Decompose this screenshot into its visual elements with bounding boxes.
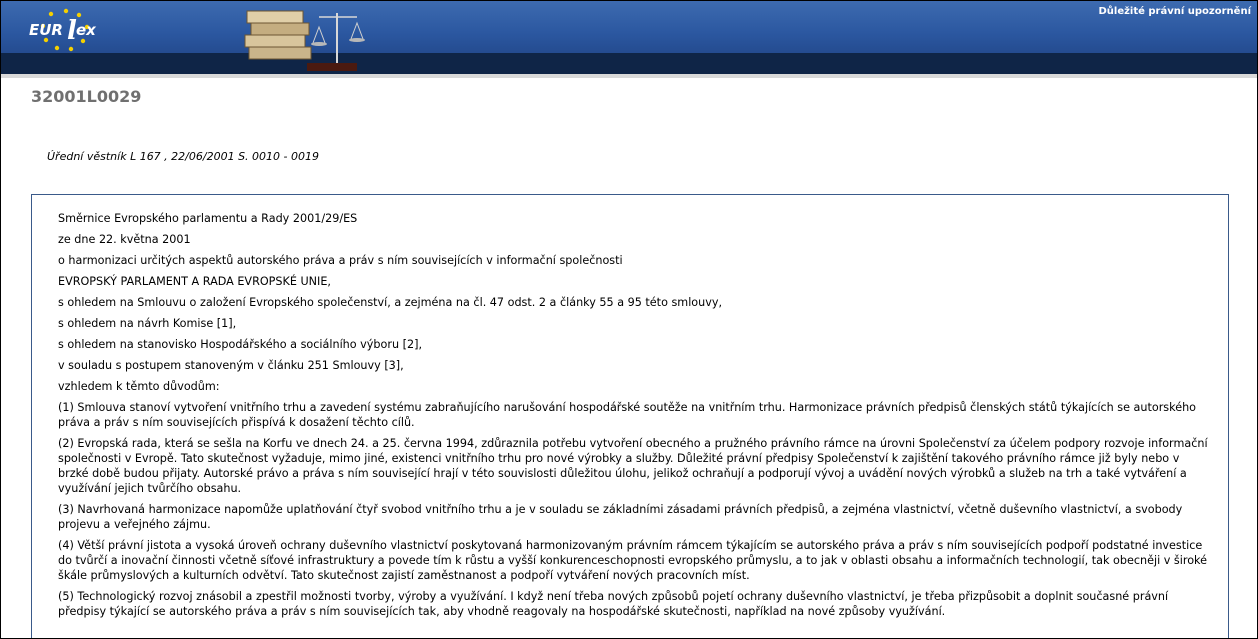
document-id: 32001L0029	[31, 87, 142, 106]
paragraph: Směrnice Evropského parlamentu a Rady 2001/29/ES	[58, 212, 358, 225]
eurlex-logo-icon[interactable]	[21, 5, 111, 53]
paragraph: ze dne 22. května 2001	[58, 233, 191, 246]
paragraph: v souladu s postupem stanoveným v článku 251 Smlouvy [3],	[58, 359, 404, 372]
header-banner	[1, 1, 1257, 74]
paragraph: EVROPSKÝ PARLAMENT A RADA EVROPSKÉ UNIE,	[58, 275, 331, 288]
document-text	[58, 211, 1208, 625]
paragraph: o harmonizaci určitých aspektů autorského práva a práv s ním souvisejících v informační společnosti	[58, 254, 623, 267]
document-content-box	[31, 194, 1229, 639]
journal-reference: Úřední věstník L 167 , 22/06/2001 S. 0010 - 0019	[47, 150, 319, 163]
paragraph: s ohledem na návrh Komise [1],	[58, 317, 237, 330]
recital-paragraph: (1) Smlouva stanoví vytvoření vnitřního trhu a zavedení systému zabraňujícího narušování hospodářské soutěže na vnitřním trhu. Harmonizace právních předpisů členských států týkajících se autorského práva a práv s ním souvisejících přispívá k dosažení těchto cílů.	[58, 401, 1197, 429]
svg-text:ex: ex	[76, 21, 96, 39]
recital-paragraph: (3) Navrhovaná harmonizace napomůže uplatňování čtyř svobod vnitřního trhu a je v souladu se základními zásadami právních předpisů, a zejména vlastnictví, včetně duševního vlastnictví, a svobody projevu a veřejného zájmu.	[58, 503, 1183, 531]
paragraph: s ohledem na stanovisko Hospodářského a sociálního výboru [2],	[58, 338, 423, 351]
recital-paragraph: (4) Větší právní jistota a vysoká úroveň ochrany duševního vlastnictví poskytovaná harmonizovaným právním rámcem týkajícím se autorského práva a práv s ním souvisejících podpoří podstatné investice do tvůrčí a inovační činnosti včetně síťové infrastruktury a povede tím k růstu a vyšší konkurenceschopnosti evropského průmyslu, a to jak v oblasti obsahu a informačních technologií, tak obecněji v široké škále průmyslových a kulturních odvětví. Tato skutečnost zajistí zaměstnanost a podpoří vytváření nových pracovních míst.	[58, 539, 1208, 582]
svg-text:l: l	[67, 16, 77, 46]
svg-text:EUR: EUR	[29, 21, 63, 39]
banner-strip	[1, 53, 1257, 74]
paragraph: vzhledem k těmto důvodům:	[58, 380, 220, 393]
recital-paragraph: (2) Evropská rada, která se sešla na Korfu ve dnech 24. a 25. června 1994, zdůraznila potřebu vytvoření obecného a pružného právního rámce na úrovni Společenství za účelem podpory rozvoje informační společnosti v Evropě. Tato skutečnost vyžaduje, mimo jiné, existenci vnitřního trhu pro nové výrobky a služby. Důležité právní předpisy Společenství k zajištění takového právního rámce již byly nebo v brzké době budou přijaty. Autorské právo a práva s ním související hrají v této souvislosti důležitou úlohu, jelikož ochraňují a podporují vývoj a uvádění nových výrobků a služeb na trh a také vytváření a využívání jejich tvůrčího obsahu.	[58, 437, 1208, 495]
header-divider	[1, 74, 1257, 78]
books-scales-icon	[241, 3, 381, 73]
legal-notice-link[interactable]: Důležité právní upozornění	[1098, 6, 1251, 17]
recital-paragraph: (5) Technologický rozvoj znásobil a zpestřil možnosti tvorby, výroby a využívání. I když není třeba nových způsobů pojetí ochrany duševního vlastnictví, je třeba přizpůsobit a doplnit současné právní předpisy týkající se autorského práva a práv s ním souvisejících tak, aby vhodně reagovaly na hospodářské skutečnosti, například na nové způsoby využívání.	[58, 590, 1169, 618]
paragraph: s ohledem na Smlouvu o založení Evropského společenství, a zejména na čl. 47 odst. 2 a články 55 a 95 této smlouvy,	[58, 296, 723, 309]
